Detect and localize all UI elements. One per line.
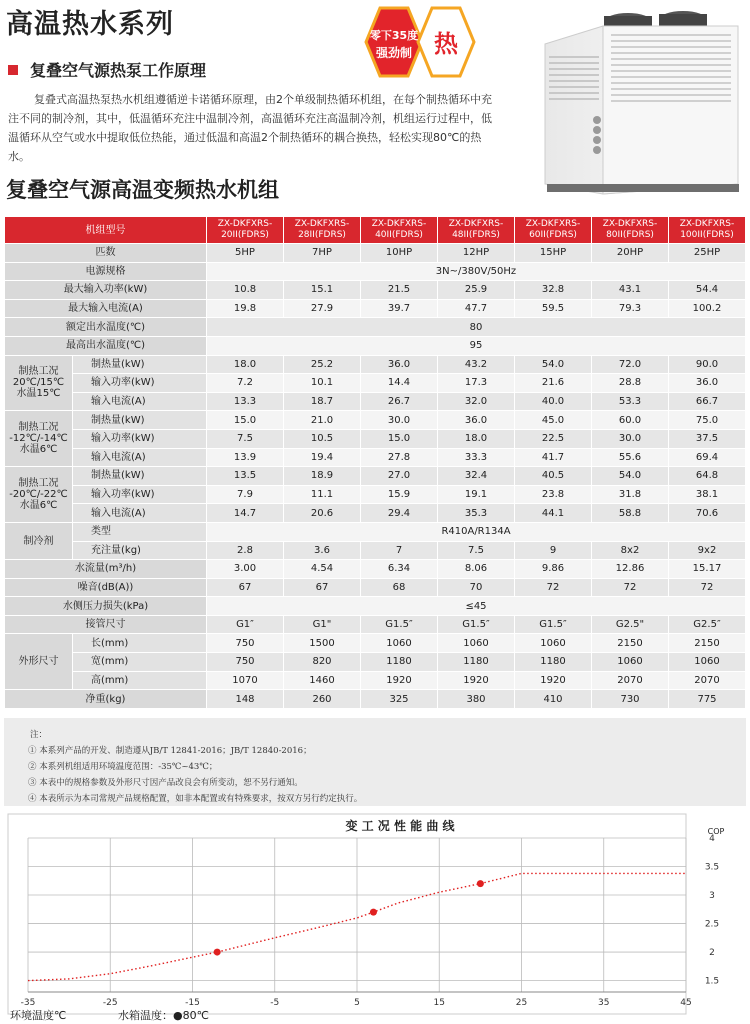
table-row [5,355,746,374]
heat-cell: 75.0 [669,411,746,430]
hp-cell: 10HP [361,244,438,263]
x-tick-label: 25 [515,998,528,1008]
heat-cell: 54.0 [592,467,669,486]
charge-cell: 9 [515,541,592,560]
current-cell: 70.6 [669,504,746,523]
height-cell: 1920 [515,671,592,690]
noise-cell: 67 [284,578,361,597]
width-cell: 1060 [669,653,746,672]
heat-cell: 13.5 [207,467,284,486]
x-tick-label: -15 [185,998,200,1008]
note-item: ② 本系列机组适用环境温度范围：-35℃~43℃； [28,762,218,772]
length-label: 长(mm) [73,634,207,653]
water-flow-cell: 8.06 [438,560,515,579]
spec-table [4,216,746,709]
x-axis-label: 环境温度℃ [10,1009,67,1022]
y-tick-label: 4 [709,834,715,844]
x-tick-label: -5 [270,998,280,1008]
width-cell: 1180 [515,653,592,672]
pipe-size-cell: G2.5″ [669,615,746,634]
noise-cell: 72 [515,578,592,597]
heat-cell: 60.0 [592,411,669,430]
current-cell: 19.4 [284,448,361,467]
current-cell: 44.1 [515,504,592,523]
model-col: ZX-DKFXRS-40II(FDRS) [361,217,438,244]
heat-cell: 32.4 [438,467,515,486]
badge-right-text: 热 [434,30,458,58]
principle-text: 复叠式高温热泵热水机组遵循逆卡诺循环原理，由2个单级制热循环机组，在每个制热循环中充注不同的制冷剂，其中，低温循环充注中温制冷剂，高温循环充注高温制冷剂，机组运行过程中，低温循环从空气或水中提取低位热能，通过低温和高温2个制热循环的耦合换热，轻松实现80℃的热水。 [8,93,492,163]
y-tick-label: 3 [709,891,715,902]
max-input-current-cell: 27.9 [284,299,361,318]
table-row [5,281,746,300]
note-item: ③ 本表中的规格参数及外形尺寸因产品改良会有所变动，恕不另行通知。 [28,778,303,788]
charge-cell: 3.6 [284,541,361,560]
noise-cell: 68 [361,578,438,597]
power-cell: 19.1 [438,485,515,504]
water-flow-cell: 9.86 [515,560,592,579]
height-cell: 1460 [284,671,361,690]
current-cell: 66.7 [669,392,746,411]
condition-label-line: 水温15℃ [16,388,61,400]
max-input-power-cell: 54.4 [669,281,746,300]
heat-cell: 30.0 [361,411,438,430]
hp-label: 匹数 [5,244,207,263]
y-tick-label: 3.5 [704,862,720,873]
power-cell: 31.8 [592,485,669,504]
max-input-power-cell: 32.8 [515,281,592,300]
max-input-power-cell: 21.5 [361,281,438,300]
heat-cell: 36.0 [361,355,438,374]
table-row [5,392,746,411]
charge-cell: 8x2 [592,541,669,560]
current-label: 输入电流(A) [73,448,207,467]
principle-heading-text: 复叠空气源热泵工作原理 [30,61,207,80]
height-label: 高(mm) [73,671,207,690]
data-point-marker [477,880,484,887]
power-label: 输入功率(kW) [73,429,207,448]
pipe-size-cell: G1" [284,615,361,634]
current-cell: 58.8 [592,504,669,523]
chart-title: 变 工 况 性 能 曲 线 [345,819,455,833]
x-tick-label: 15 [433,998,445,1008]
heat-label: 制热量(kW) [73,355,207,374]
hp-cell: 12HP [438,244,515,263]
table-row [5,653,746,672]
x-tick-label: -35 [20,998,36,1008]
pipe-size-cell: G1.5″ [438,615,515,634]
x-tick-label: 5 [354,998,360,1008]
current-cell: 41.7 [515,448,592,467]
current-cell: 13.9 [207,448,284,467]
charge-cell: 2.8 [207,541,284,560]
pipe-size-label: 接管尺寸 [5,615,207,634]
x-tick-label: 35 [598,998,610,1008]
heat-label: 制热量(kW) [73,467,207,486]
max-input-current-cell: 100.2 [669,299,746,318]
max-input-current-cell: 19.8 [207,299,284,318]
table-header-row [5,217,746,244]
legend: 水箱温度：●80℃ [118,1009,209,1022]
net-weight-cell: 260 [284,690,361,709]
noise-cell: 70 [438,578,515,597]
table-row [5,244,746,263]
power-cell: 10.5 [284,429,361,448]
width-cell: 820 [284,653,361,672]
current-cell: 40.0 [515,392,592,411]
table-row [5,262,746,281]
dims-label: 外形尺寸 [5,634,73,690]
max-input-current-cell: 59.5 [515,299,592,318]
pipe-size-cell: G2.5" [592,615,669,634]
width-cell: 1060 [592,653,669,672]
current-cell: 53.3 [592,392,669,411]
table-row [5,411,746,430]
max-outlet-temp-value: 95 [207,336,746,355]
badge-left-line2: 强劲制 [375,46,413,60]
power-cell: 28.8 [592,374,669,393]
condition-label [5,355,73,411]
net-weight-cell: 410 [515,690,592,709]
rated-outlet-temp-value: 80 [207,318,746,337]
heat-cell: 64.8 [669,467,746,486]
height-cell: 2070 [592,671,669,690]
noise-cell: 72 [592,578,669,597]
max-input-current-cell: 47.7 [438,299,515,318]
width-label: 宽(mm) [73,653,207,672]
condition-label-line: 20℃/15℃ [12,377,65,389]
power-cell: 17.3 [438,374,515,393]
y-axis-label: COP [707,827,725,836]
power-cell: 7.9 [207,485,284,504]
max-input-current-label: 最大输入电流(A) [5,299,207,318]
condition-label-line: 制热工况 [18,366,59,378]
width-cell: 750 [207,653,284,672]
notes-title: 注： [30,730,48,740]
power-cell: 36.0 [669,374,746,393]
current-cell: 27.8 [361,448,438,467]
promo-badge [350,6,485,78]
condition-label-line: 水温6℃ [19,444,58,456]
charge-cell: 7 [361,541,438,560]
power-cell: 10.1 [284,374,361,393]
table-row [5,336,746,355]
table-row [5,541,746,560]
heat-cell: 18.0 [207,355,284,374]
table-row [5,485,746,504]
length-cell: 1060 [515,634,592,653]
pressure-loss-value: ≤45 [207,597,746,616]
power-cell: 38.1 [669,485,746,504]
current-cell: 13.3 [207,392,284,411]
table-row [5,299,746,318]
power-cell: 23.8 [515,485,592,504]
current-cell: 33.3 [438,448,515,467]
noise-cell: 67 [207,578,284,597]
water-flow-cell: 6.34 [361,560,438,579]
table-row [5,374,746,393]
hp-cell: 25HP [669,244,746,263]
chart-frame [8,814,686,1014]
length-cell: 1060 [438,634,515,653]
data-point-marker [370,909,377,916]
condition-label [5,467,73,523]
hp-cell: 7HP [284,244,361,263]
note-item: ④ 本表所示为本司常规产品规格配置，如非本配置或有特殊要求，按双方另行约定执行。 [28,794,363,804]
max-outlet-temp-label: 最高出水温度(℃) [5,336,207,355]
condition-label [5,411,73,467]
max-input-power-cell: 25.9 [438,281,515,300]
heat-cell: 25.2 [284,355,361,374]
power-spec-value: 3N~/380V/50Hz [207,262,746,281]
power-cell: 18.0 [438,429,515,448]
power-cell: 7.2 [207,374,284,393]
heat-cell: 40.5 [515,467,592,486]
current-label: 输入电流(A) [73,504,207,523]
height-cell: 1920 [361,671,438,690]
badge-left-line1: 零下35度 [369,29,419,42]
table-row [5,690,746,709]
heat-cell: 15.0 [207,411,284,430]
heat-cell: 45.0 [515,411,592,430]
current-cell: 14.7 [207,504,284,523]
max-input-current-cell: 39.7 [361,299,438,318]
table-row [5,429,746,448]
performance-chart [0,812,750,1024]
heat-cell: 54.0 [515,355,592,374]
y-tick-label: 2.5 [704,919,720,930]
y-tick-label: 2 [709,948,715,959]
noise-cell: 72 [669,578,746,597]
heat-pump-unit-image [533,4,745,204]
table-row [5,671,746,690]
condition-label-line: -12℃/-14℃ [9,433,68,445]
max-input-current-cell: 79.3 [592,299,669,318]
pipe-size-cell: G1.5″ [361,615,438,634]
refrigerant-label: 制冷剂 [5,522,73,559]
refrigerant-type-label: 类型 [73,522,207,541]
table-row [5,467,746,486]
power-cell: 22.5 [515,429,592,448]
bullet-square-icon [8,65,18,75]
length-cell: 1500 [284,634,361,653]
power-cell: 7.5 [207,429,284,448]
table-row [5,504,746,523]
table-row [5,615,746,634]
condition-label-line: 制热工况 [18,422,59,434]
max-input-power-cell: 10.8 [207,281,284,300]
length-cell: 1060 [361,634,438,653]
power-label: 输入功率(kW) [73,485,207,504]
current-label: 输入电流(A) [73,392,207,411]
condition-label-line: 水温6℃ [19,500,58,512]
height-cell: 2070 [669,671,746,690]
charge-cell: 9x2 [669,541,746,560]
power-cell: 15.9 [361,485,438,504]
power-cell: 15.0 [361,429,438,448]
power-cell: 37.5 [669,429,746,448]
current-cell: 35.3 [438,504,515,523]
badge-hex-left [366,8,422,76]
width-cell: 1180 [361,653,438,672]
charge-cell: 7.5 [438,541,515,560]
model-col: ZX-DKFXRS-100II(FDRS) [669,217,746,244]
page-title: 高温热水系列 [6,9,174,40]
current-cell: 18.7 [284,392,361,411]
notes-block [14,720,734,806]
heat-cell: 43.2 [438,355,515,374]
model-col: ZX-DKFXRS-20II(FDRS) [207,217,284,244]
heat-cell: 72.0 [592,355,669,374]
current-cell: 20.6 [284,504,361,523]
model-col: ZX-DKFXRS-60II(FDRS) [515,217,592,244]
table-row [5,578,746,597]
hp-cell: 20HP [592,244,669,263]
net-weight-cell: 325 [361,690,438,709]
max-input-power-cell: 43.1 [592,281,669,300]
table-row [5,318,746,337]
table-row [5,522,746,541]
y-tick-label: 1.5 [704,976,720,987]
model-col: ZX-DKFXRS-28II(FDRS) [284,217,361,244]
net-weight-cell: 775 [669,690,746,709]
heat-cell: 36.0 [438,411,515,430]
current-cell: 55.6 [592,448,669,467]
charge-label: 充注量(kg) [73,541,207,560]
hp-cell: 15HP [515,244,592,263]
x-tick-label: 45 [680,998,692,1008]
refrigerant-type-value: R410A/R134A [207,522,746,541]
height-cell: 1070 [207,671,284,690]
table-title: 复叠空气源高温变频热水机组 [6,178,279,202]
power-cell: 21.6 [515,374,592,393]
water-flow-cell: 12.86 [592,560,669,579]
power-cell: 14.4 [361,374,438,393]
pipe-size-cell: G1.5″ [515,615,592,634]
noise-label: 噪音(dB(A)) [5,578,207,597]
power-label: 输入功率(kW) [73,374,207,393]
pipe-size-cell: G1″ [207,615,284,634]
data-point-marker [214,949,221,956]
condition-label-line: 制热工况 [18,478,59,490]
table-row [5,634,746,653]
max-input-power-cell: 15.1 [284,281,361,300]
length-cell: 2150 [592,634,669,653]
power-spec-label: 电源规格 [5,262,207,281]
net-weight-cell: 380 [438,690,515,709]
length-cell: 750 [207,634,284,653]
current-cell: 29.4 [361,504,438,523]
water-flow-cell: 4.54 [284,560,361,579]
table-row [5,597,746,616]
water-flow-cell: 15.17 [669,560,746,579]
net-weight-label: 净重(kg) [5,690,207,709]
table-row [5,448,746,467]
heat-cell: 18.9 [284,467,361,486]
pressure-loss-label: 水侧压力损失(kPa) [5,597,207,616]
net-weight-cell: 730 [592,690,669,709]
heat-cell: 21.0 [284,411,361,430]
height-cell: 1920 [438,671,515,690]
heat-cell: 27.0 [361,467,438,486]
width-cell: 1180 [438,653,515,672]
header-model-label: 机组型号 [5,217,207,244]
current-cell: 69.4 [669,448,746,467]
current-cell: 26.7 [361,392,438,411]
power-cell: 30.0 [592,429,669,448]
x-tick-label: -25 [102,998,118,1008]
principle-heading [8,58,206,81]
net-weight-cell: 148 [207,690,284,709]
water-flow-label: 水流量(m³/h) [5,560,207,579]
model-col: ZX-DKFXRS-80II(FDRS) [592,217,669,244]
water-flow-cell: 3.00 [207,560,284,579]
length-cell: 2150 [669,634,746,653]
rated-outlet-temp-label: 额定出水温度(℃) [5,318,207,337]
hp-cell: 5HP [207,244,284,263]
heat-cell: 90.0 [669,355,746,374]
note-item: ① 本系列产品的开发、制造遵从JB/T 12841-2016；JB/T 12840-2016； [28,746,312,756]
table-row [5,560,746,579]
max-input-power-label: 最大输入功率(kW) [5,281,207,300]
condition-label-line: -20℃/-22℃ [9,489,68,501]
power-cell: 11.1 [284,485,361,504]
model-col: ZX-DKFXRS-48II(FDRS) [438,217,515,244]
current-cell: 32.0 [438,392,515,411]
heat-label: 制热量(kW) [73,411,207,430]
